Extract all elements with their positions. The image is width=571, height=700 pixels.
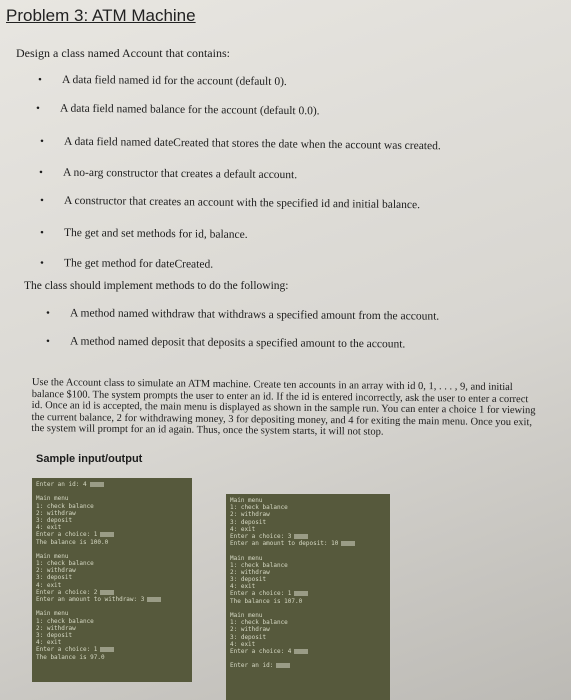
bullet-text: A constructor that creates an account with the specified id and initial balance.: [63, 194, 421, 212]
method-text: A method named withdraw that withdraws a specified amount from the account.: [69, 307, 440, 323]
console-line: Enter a choice: 3: [230, 533, 386, 540]
enter-key-icon: [294, 591, 308, 596]
bullet-icon: •: [39, 226, 44, 239]
console-line: 2: withdraw: [230, 626, 270, 634]
console-line: [36, 546, 188, 553]
console-line: 3: deposit: [230, 576, 267, 584]
console-line: [230, 655, 386, 662]
console-line: Main menu: [36, 495, 69, 503]
bullet-icon: •: [37, 73, 42, 86]
console-line: 3: deposit: [36, 631, 73, 639]
console-line: Enter an amount to deposit: 10: [230, 540, 386, 547]
bullet-text: The get method for dateCreated.: [63, 257, 214, 271]
console-line: 2: withdraw: [36, 624, 76, 632]
bullet-item: [37, 73, 287, 88]
enter-key-icon: [90, 482, 104, 487]
console-line: 4: exit: [36, 524, 62, 532]
enter-key-icon: [294, 534, 308, 539]
console-line: 4: exit: [230, 583, 256, 591]
console-line: 3: deposit: [230, 518, 267, 526]
console-line: Enter a choice: 1: [36, 531, 188, 538]
bullet-text: A no-arg constructor that creates a default account.: [62, 166, 298, 182]
bullet-item: [39, 135, 441, 153]
bullet-icon: •: [39, 135, 44, 148]
console-line: 4: exit: [230, 525, 256, 533]
console-line: Enter an id:: [230, 662, 386, 669]
method-item: [45, 335, 406, 351]
console-line: 2: withdraw: [230, 568, 270, 576]
bullet-item: [39, 257, 214, 271]
instructions-paragraph: Use the Account class to simulate an ATM machine. Create ten accounts in an array with id 0, 1, . . . , 9, and initial balance $100. The system prompts the user to enter an id. If the id is entered incorrectly, ask the user to enter a correct id. Once an id is accepted, the main menu is displayed as shown in the sample run. You can enter a choice 1 for viewing the current balance, 2 for withdrawing money, 3 for depositing money, and 4 for exiting the main menu. Once you exit, the system will prompt for an id again. Thus, once the system starts, it will not stop.: [31, 377, 536, 438]
console-line: 1: check balance: [230, 561, 288, 569]
enter-key-icon: [147, 597, 161, 602]
console-line: Main menu: [36, 610, 69, 618]
enter-key-icon: [341, 541, 355, 546]
bullet-icon: •: [39, 194, 44, 207]
methods-lead: The class should implement methods to do the following:: [24, 280, 289, 292]
console-line: 3: deposit: [230, 633, 267, 641]
bullet-icon: •: [38, 166, 43, 179]
console-line: Main menu: [230, 554, 263, 562]
bullet-item: [35, 102, 320, 118]
sample-heading: Sample input/output: [36, 453, 143, 465]
console-line: The balance is 100.0: [36, 538, 109, 546]
console-line: 4: exit: [36, 639, 62, 647]
bullet-text: The get and set methods for id, balance.: [63, 227, 248, 241]
enter-key-icon: [276, 663, 290, 668]
console-line: The balance is 97.0: [36, 653, 105, 661]
console-line: Enter an amount to withdraw: 3: [36, 596, 188, 603]
bullet-item: [39, 194, 421, 212]
intro-text: Design a class named Account that contains:: [16, 46, 230, 60]
bullet-text: A data field named balance for the account (default 0.0).: [59, 102, 320, 118]
console-line: Enter a choice: 2: [36, 589, 188, 596]
bullet-item: [39, 226, 248, 241]
console-line: 2: withdraw: [230, 511, 270, 519]
bullet-item: [38, 166, 298, 182]
console-line: 2: withdraw: [36, 509, 76, 517]
console-line: Enter a choice: 1: [230, 590, 386, 597]
console-line: 1: check balance: [36, 502, 94, 510]
bullet-text: A data field named id for the account (default 0).: [61, 74, 287, 88]
enter-key-icon: [100, 532, 114, 537]
page-title: Problem 3: ATM Machine: [6, 6, 196, 25]
console-line: Main menu: [230, 612, 263, 619]
console-line: 1: check balance: [36, 617, 94, 625]
console-line: 4: exit: [230, 640, 256, 648]
enter-key-icon: [100, 647, 114, 652]
console-line: [36, 603, 188, 610]
console-line: Enter an id: 4: [36, 481, 188, 488]
console-line: 1: check balance: [36, 560, 94, 568]
console-line: [230, 547, 386, 554]
console-left: [32, 478, 192, 682]
console-line: Enter a choice: 1: [36, 646, 188, 653]
enter-key-icon: [100, 590, 114, 595]
console-line: [230, 605, 386, 612]
console-line: 4: exit: [36, 581, 62, 589]
console-line: 1: check balance: [230, 619, 288, 627]
method-item: [45, 307, 440, 323]
bullet-icon: •: [39, 257, 44, 270]
console-line: The balance is 107.0: [230, 597, 303, 605]
enter-key-icon: [294, 649, 308, 654]
console-line: Main menu: [36, 552, 69, 560]
console-line: 3: deposit: [36, 574, 73, 582]
bullet-icon: •: [35, 102, 40, 115]
console-line: Main menu: [230, 497, 263, 504]
console-line: 2: withdraw: [36, 567, 76, 575]
bullet-text: A data field named dateCreated that stores the date when the account was created.: [63, 135, 441, 153]
bullet-icon: •: [45, 335, 50, 348]
console-line: 3: deposit: [36, 516, 73, 524]
console-right: [226, 494, 390, 700]
bullet-icon: •: [45, 307, 50, 320]
console-line: Enter a choice: 4: [230, 648, 386, 655]
console-line: [36, 488, 188, 495]
console-line: 1: check balance: [230, 504, 288, 512]
method-text: A method named deposit that deposits a specified amount to the account.: [69, 335, 406, 351]
